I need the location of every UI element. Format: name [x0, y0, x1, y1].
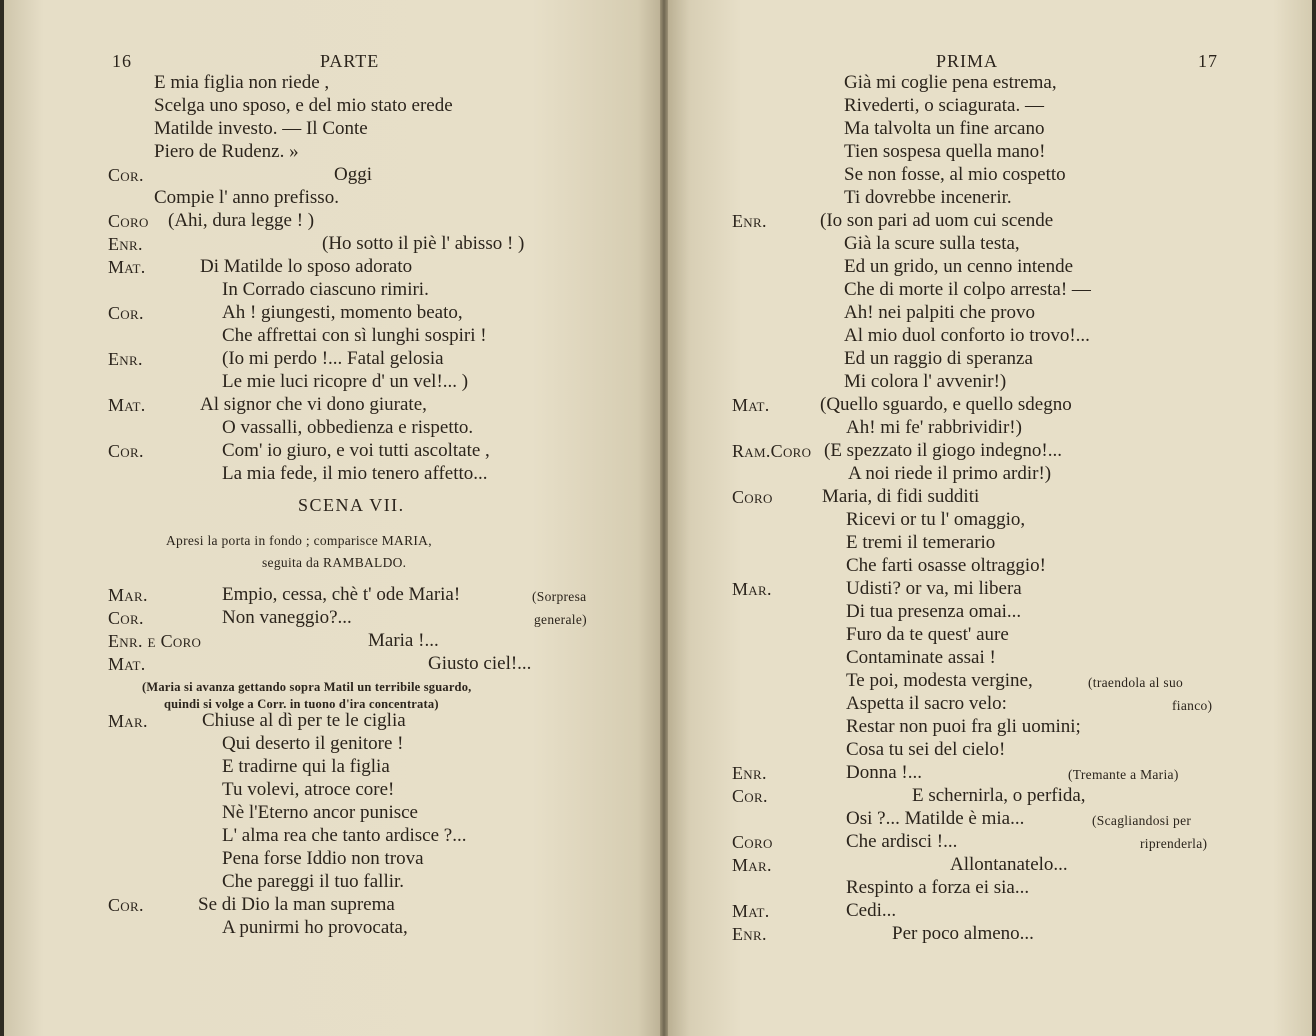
verse-line: Ricevi or tu l' omaggio,	[846, 509, 1026, 530]
verse-line: Che ardisci !...	[846, 831, 958, 852]
verse-line: Maria !...	[368, 630, 439, 651]
verse-line: Chiuse al dì per te le ciglia	[202, 710, 406, 731]
scene-heading: SCENA VII.	[298, 495, 405, 515]
verse-line: Le mie luci ricopre d' un vel!... )	[222, 371, 469, 392]
verse-line: (E spezzato il giogo indegno!...	[824, 440, 1062, 461]
verse-line: Matilde investo. — Il Conte	[154, 118, 368, 139]
verse-line: Giusto ciel!...	[428, 653, 532, 674]
speaker-label: Mat.	[108, 395, 146, 415]
verse-line: (Io son pari ad uom cui scende	[820, 210, 1054, 231]
stage-direction: Apresi la porta in fondo ; comparisce MARIA,	[166, 533, 432, 548]
verse-line: Compie l' anno prefisso.	[154, 187, 339, 208]
verse-line: Non vaneggio?...	[222, 607, 352, 628]
verse-line: Nè l'Eterno ancor punisce	[222, 802, 418, 823]
verse-line: La mia fede, il mio tenero affetto...	[222, 463, 488, 484]
verse-line: Ah ! giungesti, momento beato,	[222, 302, 463, 323]
speaker-label: Cor.	[108, 303, 144, 323]
verse-line: Tu volevi, atroce core!	[222, 779, 395, 800]
verse-line: Che di morte il colpo arresta! —	[844, 279, 1091, 300]
verse-line: Pena forse Iddio non trova	[222, 848, 424, 869]
verse-line: Aspetta il sacro velo:	[846, 693, 1007, 714]
verse-line: Cedi...	[846, 900, 897, 921]
speaker-label: Cor.	[108, 165, 144, 185]
stage-aside: (traendola al suo	[1088, 675, 1184, 690]
speaker-label: Ram.Coro	[732, 441, 812, 461]
speaker-label: Mat.	[108, 654, 146, 674]
speaker-label: Enr.	[108, 234, 143, 254]
verse-line: Ti dovrebbe incenerir.	[844, 187, 1012, 208]
verse-line: Ed un grido, un cenno intende	[844, 256, 1074, 277]
speaker-label: Mar.	[732, 579, 772, 599]
verse-line: E schernirla, o perfida,	[912, 785, 1086, 806]
verse-line: Di tua presenza omai...	[846, 601, 1022, 622]
speaker-label: Mar.	[732, 855, 772, 875]
speaker-label: Cor.	[108, 608, 144, 628]
verse-line: Empio, cessa, chè t' ode Maria!	[222, 584, 461, 605]
verse-line: L' alma rea che tanto ardisce ?...	[222, 825, 467, 846]
verse-line: Rivederti, o sciagurata. —	[844, 95, 1044, 116]
verse-line: Ah! nei palpiti che provo	[844, 302, 1036, 323]
verse-line: (Ahi, dura legge ! )	[168, 210, 315, 231]
verse-line: (Quello sguardo, e quello sdegno	[820, 394, 1072, 415]
speaker-label: Enr. e Coro	[108, 631, 202, 651]
speaker-label: Coro	[732, 832, 773, 852]
verse-line: Tien sospesa quella mano!	[844, 141, 1046, 162]
verse-line: Ma talvolta un fine arcano	[844, 118, 1045, 139]
speaker-label: Mat.	[732, 395, 770, 415]
speaker-label: Mar.	[108, 585, 148, 605]
verse-line: Al mio duol conforto io trovo!...	[844, 325, 1090, 346]
verse-line: (Ho sotto il piè l' abisso ! )	[322, 233, 525, 254]
running-head: PRIMA	[936, 51, 999, 71]
speaker-label: Enr.	[732, 763, 767, 783]
verse-line: E tradirne qui la figlia	[222, 756, 390, 777]
verse-line: Osi ?... Matilde è mia...	[846, 808, 1025, 829]
verse-line: Respinto a forza ei sia...	[846, 877, 1030, 898]
verse-line: Qui deserto il genitore !	[222, 733, 404, 754]
verse-line: In Corrado ciascuno rimiri.	[222, 279, 429, 300]
stage-direction: quindi si volge a Corr. in tuono d'ira concentrata)	[164, 697, 439, 711]
verse-line: Te poi, modesta vergine,	[846, 670, 1033, 691]
verse-line: O vassalli, obbedienza e rispetto.	[222, 417, 474, 438]
stage-aside: generale)	[534, 612, 587, 627]
verse-line: Allontanatelo...	[950, 854, 1068, 875]
stage-aside: fianco)	[1172, 698, 1213, 713]
verse-line: A noi riede il primo ardir!)	[848, 463, 1052, 484]
speaker-label: Mat.	[732, 901, 770, 921]
stage-direction: seguita da RAMBALDO.	[262, 555, 407, 570]
speaker-label: Enr.	[108, 349, 143, 369]
verse-line: Piero de Rudenz. »	[154, 141, 299, 162]
speaker-label: Mat.	[108, 257, 146, 277]
verse-line: Al signor che vi dono giurate,	[200, 394, 427, 415]
verse-line: Donna !...	[846, 762, 922, 783]
speaker-label: Cor.	[732, 786, 768, 806]
verse-line: Per poco almeno...	[892, 923, 1034, 944]
verse-line: Che affrettai con sì lunghi sospiri !	[222, 325, 487, 346]
verse-line: Com' io giuro, e voi tutti ascoltate ,	[222, 440, 490, 461]
verse-line: Cosa tu sei del cielo!	[846, 739, 1006, 760]
speaker-label: Coro	[108, 211, 149, 231]
verse-line: Oggi	[334, 164, 372, 185]
verse-line: Restar non puoi fra gli uomini;	[846, 716, 1081, 737]
speaker-label: Enr.	[732, 924, 767, 944]
verse-line: A punirmi ho provocata,	[222, 917, 408, 938]
verse-line: Furo da te quest' aure	[846, 624, 1009, 645]
verse-line: Scelga uno sposo, e del mio stato erede	[154, 95, 453, 116]
stage-direction: (Maria si avanza gettando sopra Matil un terribile sguardo,	[142, 680, 472, 694]
verse-line: Di Matilde lo sposo adorato	[200, 256, 413, 277]
book-gutter	[660, 0, 668, 1036]
verse-line: Già la scure sulla testa,	[844, 233, 1020, 254]
verse-line: Se di Dio la man suprema	[198, 894, 395, 915]
verse-line: Che pareggi il tuo fallir.	[222, 871, 405, 892]
verse-line: Già mi coglie pena estrema,	[844, 72, 1057, 93]
verse-line: Udisti? or va, mi libera	[846, 578, 1022, 599]
verse-line: Se non fosse, al mio cospetto	[844, 164, 1066, 185]
verse-line: Che farti osasse oltraggio!	[846, 555, 1046, 576]
speaker-label: Cor.	[108, 895, 144, 915]
speaker-label: Enr.	[732, 211, 767, 231]
page-number: 16	[112, 51, 132, 71]
verse-line: E tremi il temerario	[846, 532, 996, 553]
right-page	[664, 0, 1312, 1036]
speaker-label: Mar.	[108, 711, 148, 731]
verse-line: E mia figlia non riede ,	[154, 72, 330, 93]
verse-line: Ed un raggio di speranza	[844, 348, 1033, 369]
left-page	[4, 0, 664, 1036]
verse-line: Maria, di fidi sudditi	[822, 486, 980, 507]
verse-line: Ah! mi fe' rabbrividir!)	[846, 417, 1022, 438]
speaker-label: Cor.	[108, 441, 144, 461]
page-number: 17	[1198, 51, 1218, 71]
stage-aside: (Scagliandosi per	[1092, 813, 1192, 828]
running-head: PARTE	[320, 51, 380, 71]
verse-line: (Io mi perdo !... Fatal gelosia	[222, 348, 444, 369]
stage-aside: (Tremante a Maria)	[1068, 767, 1179, 782]
verse-line: Mi colora l' avvenir!)	[844, 371, 1007, 392]
stage-aside: (Sorpresa	[532, 589, 587, 604]
verse-line: Contaminate assai !	[846, 647, 996, 668]
stage-aside: riprenderla)	[1140, 836, 1208, 851]
speaker-label: Coro	[732, 487, 773, 507]
